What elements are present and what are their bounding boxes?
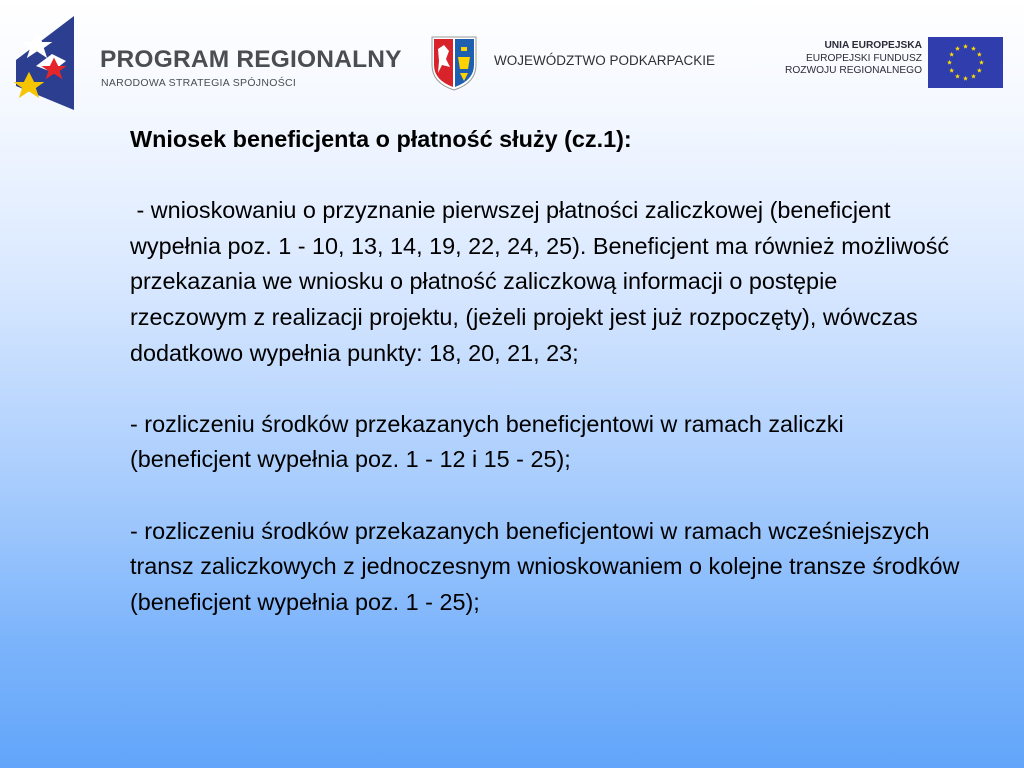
- program-regionalny-emblem-icon: [14, 14, 76, 112]
- eu-text-block: [785, 40, 922, 78]
- logo-bar: [0, 0, 1024, 118]
- slide-heading: Wniosek beneficjenta o płatność służy (cz.1):: [130, 126, 632, 152]
- slide-content: [130, 122, 960, 620]
- spacer: [130, 478, 960, 514]
- paragraph-1: - wnioskowaniu o przyznanie pierwszej płatności zaliczkowej (beneficjent wypełnia poz. 1 - 10, 13, 14, 19, 22, 24, 25). Beneficjent ma również możliwość przekazania we wniosku o płatność zaliczkową informacji o postępie rzeczowym z realizacji projektu, (jeżeli projekt jest już rozpoczęty), wówczas dodatkowo wypełnia punkty: 18, 20, 21, 23;: [130, 197, 956, 366]
- podkarpackie-crest-icon: [430, 35, 478, 91]
- spacer: [130, 371, 960, 407]
- program-subtitle: NARODOWA STRATEGIA SPÓJNOŚCI: [101, 77, 297, 89]
- program-title: PROGRAM REGIONALNY: [100, 46, 402, 73]
- wojewodztwo-name: WOJEWÓDZTWO PODKARPACKIE: [494, 53, 716, 68]
- eu-line-2: EUROPEJSKI FUNDUSZ: [805, 52, 922, 64]
- eu-line-1: UNIA EUROPEJSKA: [824, 40, 922, 51]
- paragraph-3: - rozliczeniu środków przekazanych beneficjentowi w ramach wcześniejszych transz zaliczkowych z jednoczesnym wnioskowaniem o kolejne transze środków (beneficjent wypełnia poz. 1 - 25);: [130, 517, 960, 615]
- spacer: [130, 158, 960, 194]
- eu-flag-icon: [928, 37, 1003, 88]
- paragraph-2: - rozliczeniu środków przekazanych beneficjentowi w ramach zaliczki (beneficjent wypełnia poz. 1 - 12 i 15 - 25);: [130, 410, 844, 473]
- eu-line-3: ROZWOJU REGIONALNEGO: [785, 65, 922, 76]
